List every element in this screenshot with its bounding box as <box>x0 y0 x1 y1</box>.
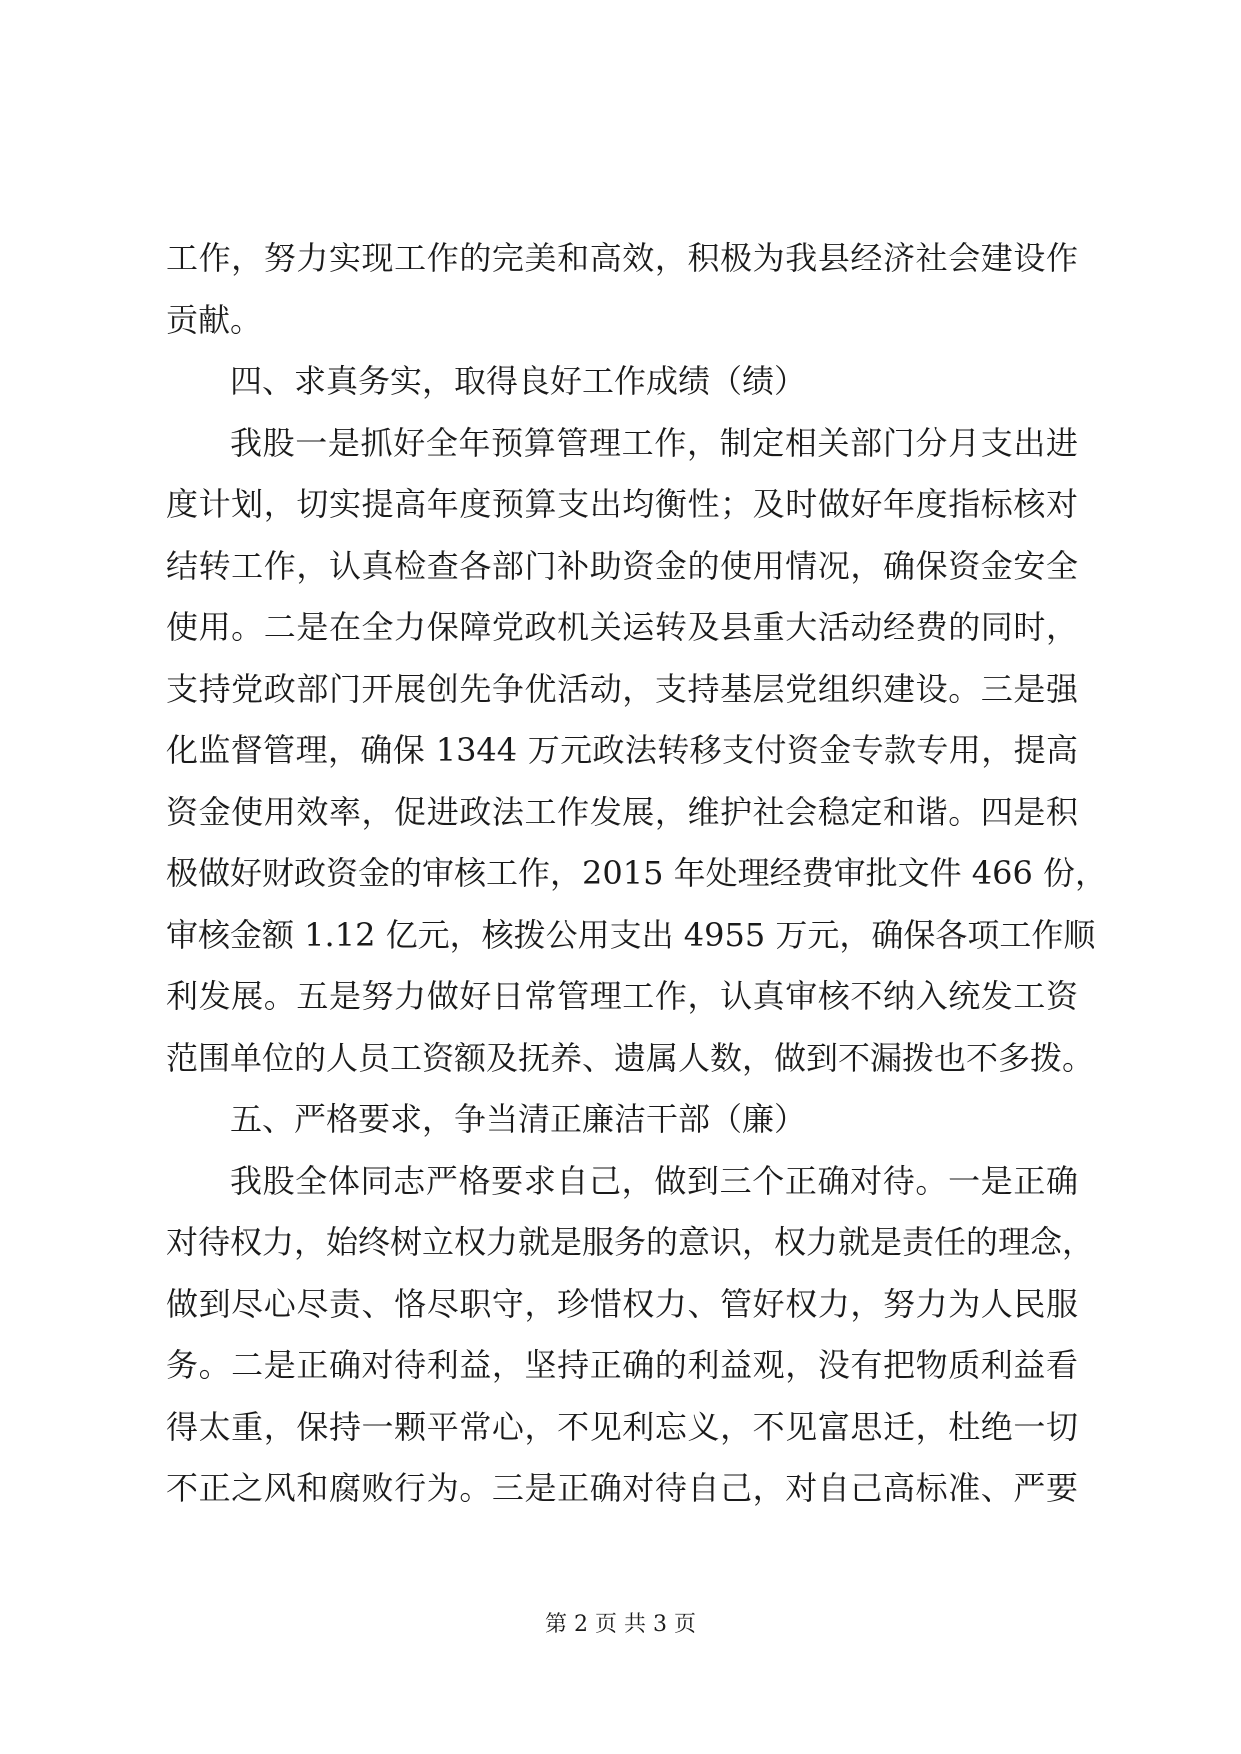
document-body <box>166 228 1108 1520</box>
paragraph-line: 不正之风和腐败行为。三是正确对待自己，对自己高标准、严要 <box>166 1469 1078 1507</box>
paragraph-line: 极做好财政资金的审核工作，2015 年处理经费审批文件 466 份， <box>166 854 1108 892</box>
paragraph-line: 做到尽心尽责、恪尽职守，珍惜权力、管好权力，努力为人民服 <box>166 1284 1078 1323</box>
paragraph-line: 得太重，保持一颗平常心，不见利忘义，不见富思迁，杜绝一切 <box>166 1407 1078 1446</box>
paragraph-line: 使用。二是在全力保障党政机关运转及县重大活动经费的同时， <box>166 608 1078 646</box>
paragraph-first-line: 我股全体同志严格要求自己，做到三个正确对待。一是正确 <box>230 1161 1078 1200</box>
paragraph-line: 务。二是正确对待利益，坚持正确的利益观，没有把物质利益看 <box>166 1346 1078 1384</box>
paragraph-line: 贡献。 <box>166 300 263 339</box>
paragraph-line: 度计划，切实提高年度预算支出均衡性；及时做好年度指标核对 <box>166 485 1078 523</box>
page-footer: 第 2 页 共 3 页 <box>545 1612 696 1637</box>
paragraph-line: 资金使用效率，促进政法工作发展，维护社会稳定和谐。四是积 <box>166 792 1078 831</box>
paragraph-line: 利发展。五是努力做好日常管理工作，认真审核不纳入统发工资 <box>166 977 1078 1015</box>
paragraph-first-line: 我股一是抓好全年预算管理工作，制定相关部门分月支出进 <box>230 423 1078 462</box>
paragraph-line: 化监督管理，确保 1344 万元政法转移支付资金专款专用，提高 <box>166 731 1078 769</box>
paragraph-first-line: 五、严格要求，争当清正廉洁干部（廉） <box>230 1100 807 1138</box>
paragraph-line: 审核金额 1.12 亿元，核拨公用支出 4955 万元，确保各项工作顺 <box>166 915 1096 954</box>
paragraph-line: 工作，努力实现工作的完美和高效，积极为我县经济社会建设作 <box>166 239 1078 277</box>
paragraph-first-line: 四、求真务实，取得良好工作成绩（绩） <box>230 362 807 400</box>
paragraph-line: 范围单位的人员工资额及抚养、遗属人数，做到不漏拨也不多拨。 <box>166 1038 1095 1077</box>
paragraph-line: 结转工作，认真检查各部门补助资金的使用情况，确保资金安全 <box>166 546 1078 585</box>
paragraph-line: 对待权力，始终树立权力就是服务的意识，权力就是责任的理念， <box>166 1223 1095 1261</box>
paragraph-line: 支持党政部门开展创先争优活动，支持基层党组织建设。三是强 <box>166 669 1078 708</box>
